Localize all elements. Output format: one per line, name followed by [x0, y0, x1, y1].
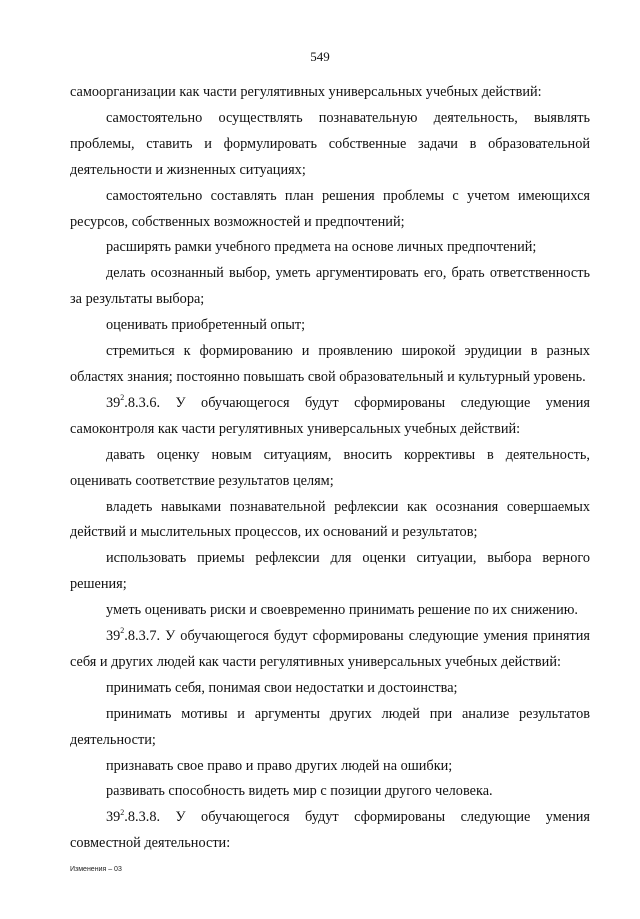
section-paragraph-8-3-6: $39^2.8.3.6$. У обучающегося будут сформированы следующие умения самоконтроля как части регулятивных универсальных учебных действий: [70, 393, 590, 437]
section-number-sup: 2 [120, 807, 125, 817]
paragraph: принимать себя, понимая свои недостатки и достоинства; [106, 679, 458, 696]
page-number: 549 [310, 49, 330, 64]
section-number-sup: 2 [120, 393, 125, 403]
section-paragraph-8-3-7: $39^2.8.3.7$. У обучающегося будут сформированы следующие умения принятия себя и других людей как части регулятивных универсальных учебных действий: [70, 626, 590, 670]
paragraph: уметь оценивать риски и своевременно принимать решение по их снижению. [106, 602, 578, 619]
paragraph: владеть навыками познавательной рефлексии как осознания совершаемых действий и мыслительных процессов, их оснований и результатов; [70, 498, 590, 541]
paragraph: самостоятельно осуществлять познавательную деятельность, выявлять проблемы, ставить и формулировать собственные задачи в образовательной деятельности и жизненных ситуациях; [70, 109, 590, 178]
paragraph: принимать мотивы и аргументы других людей при анализе результатов деятельности; [70, 705, 590, 748]
section-number-sup: 2 [120, 626, 125, 636]
section-number-rest: .8.3.8. [124, 809, 161, 826]
paragraph: давать оценку новым ситуациям, вносить коррективы в деятельность, оценивать соответствие результатов целям; [70, 446, 590, 489]
paragraph: самоорганизации как части регулятивных универсальных учебных действий: [70, 84, 542, 100]
paragraph: признавать свое право и право других людей на ошибки; [106, 757, 453, 774]
paragraph: использовать приемы рефлексии для оценки ситуации, выбора верного решения; [70, 550, 590, 593]
section-paragraph-8-3-8: $39^2.8.3.8$. У обучающегося будут сформированы следующие умения совместной деятельности: [70, 807, 590, 852]
paragraph: самостоятельно составлять план решения проблемы с учетом имеющихся ресурсов, собственных возможностей и предпочтений; [70, 187, 590, 230]
section-number-base: 39 [106, 394, 121, 411]
paragraph: оценивать приобретенный опыт; [106, 317, 306, 334]
paragraph: делать осознанный выбор, уметь аргументировать его, брать ответственность за результаты выбора; [70, 265, 590, 308]
section-number-base: 39 [106, 628, 121, 645]
paragraph: стремиться к формированию и проявлению широкой эрудиции в разных областях знания; постоянно повышать свой образовательный и культурный уровень. [70, 343, 590, 385]
section-number-rest: .8.3.7. [124, 628, 161, 645]
section-number-rest: .8.3.6. [124, 394, 161, 411]
section-number-base: 39 [106, 809, 121, 826]
paragraph: расширять рамки учебного предмета на основе личных предпочтений; [106, 239, 537, 256]
footer-revision-note: Изменения – 03 [70, 866, 122, 873]
body-text [70, 80, 590, 857]
paragraph: развивать способность видеть мир с позиции другого человека. [106, 783, 493, 800]
